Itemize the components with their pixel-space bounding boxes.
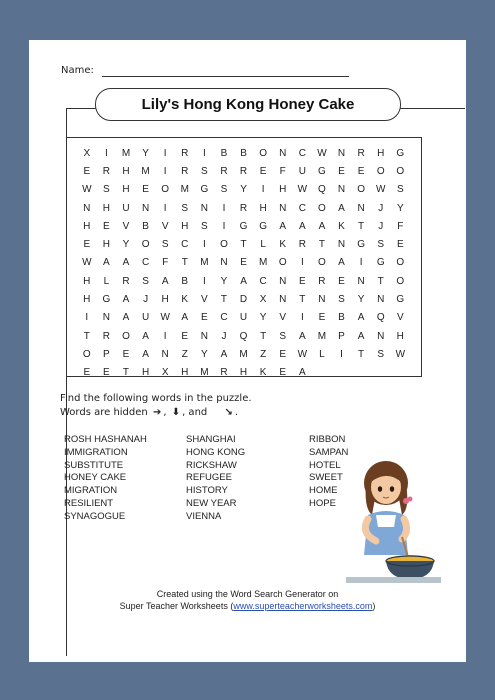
grid-letter[interactable]: Y: [396, 202, 404, 214]
grid-letter[interactable]: I: [163, 330, 167, 342]
grid-letter[interactable]: C: [141, 257, 150, 269]
grid-letter[interactable]: F: [279, 165, 286, 177]
grid-letter[interactable]: E: [142, 184, 149, 196]
grid-letter[interactable]: C: [181, 239, 189, 251]
grid-letter[interactable]: N: [337, 239, 346, 251]
word-list-item: SUBSTITUTE: [64, 459, 124, 471]
grid-letter[interactable]: L: [103, 275, 110, 287]
grid-letter[interactable]: N: [279, 202, 287, 214]
grid-letter[interactable]: T: [358, 348, 365, 360]
grid-letter[interactable]: E: [103, 220, 110, 232]
word-list-item: RESILIENT: [64, 497, 114, 509]
grid-letter[interactable]: A: [122, 294, 130, 306]
grid-letter[interactable]: G: [200, 184, 209, 196]
grid-letter[interactable]: R: [102, 330, 110, 342]
grid-letter[interactable]: C: [259, 275, 267, 287]
grid-letter[interactable]: O: [357, 184, 365, 196]
arrow-diagonal-icon: ↘: [224, 407, 233, 418]
grid-letter[interactable]: M: [200, 257, 209, 269]
word-list-item: RIBBON: [309, 434, 346, 445]
grid-letter[interactable]: L: [319, 348, 325, 360]
grid-letter[interactable]: K: [279, 239, 287, 251]
grid-letter[interactable]: E: [279, 367, 287, 379]
grid-letter[interactable]: R: [239, 202, 248, 214]
grid-letter[interactable]: A: [122, 257, 130, 269]
grid-letter[interactable]: X: [259, 294, 267, 306]
word-list-item: SAMPAN: [309, 446, 349, 458]
grid-letter[interactable]: N: [220, 257, 228, 269]
grid-letter[interactable]: K: [259, 367, 267, 379]
word-list-item: HOTEL: [309, 459, 341, 471]
grid-letter[interactable]: H: [102, 202, 110, 214]
grid-letter[interactable]: I: [202, 147, 206, 159]
grid-letter[interactable]: E: [122, 348, 130, 360]
grid-letter[interactable]: O: [318, 202, 326, 214]
grid-letter[interactable]: T: [358, 220, 365, 232]
grid-letter[interactable]: O: [141, 239, 150, 251]
grid-letter[interactable]: O: [376, 165, 385, 177]
grid-letter[interactable]: I: [202, 239, 206, 251]
word-list-item: HONEY CAKE: [64, 472, 127, 484]
grid-letter[interactable]: M: [121, 147, 131, 159]
grid-letter[interactable]: A: [357, 330, 365, 342]
grid-letter[interactable]: W: [160, 312, 170, 324]
grid-letter[interactable]: U: [239, 312, 248, 324]
grid-letter[interactable]: Q: [318, 184, 326, 196]
word-list-item: SWEET: [309, 472, 343, 484]
grid-letter[interactable]: V: [279, 312, 287, 324]
grid-letter[interactable]: T: [299, 294, 306, 306]
grid-letter[interactable]: V: [161, 220, 169, 232]
grid-letter[interactable]: B: [181, 275, 189, 287]
grid-letter[interactable]: X: [161, 367, 169, 379]
grid-letter[interactable]: M: [180, 184, 189, 196]
word-list-column-3: [309, 434, 348, 511]
grid-letter[interactable]: O: [122, 330, 130, 342]
grid-letter[interactable]: M: [258, 257, 268, 269]
grid-letter[interactable]: G: [396, 294, 405, 306]
word-list-item: HOME: [309, 485, 338, 497]
grid-letter[interactable]: N: [200, 202, 208, 214]
grid-letter[interactable]: W: [395, 348, 406, 360]
grid-letter[interactable]: S: [103, 184, 110, 196]
grid-letter[interactable]: U: [141, 312, 150, 324]
grid-letter[interactable]: B: [142, 220, 149, 232]
grid-letter[interactable]: N: [337, 147, 346, 159]
grid-letter[interactable]: B: [240, 147, 247, 159]
grid-letter[interactable]: N: [83, 202, 91, 214]
grid-letter[interactable]: V: [201, 294, 208, 306]
grid-letter[interactable]: R: [181, 147, 189, 159]
word-search-box: [66, 137, 422, 377]
grid-letter[interactable]: G: [239, 220, 248, 232]
grid-letter[interactable]: T: [318, 239, 325, 251]
grid-letter[interactable]: N: [279, 147, 287, 159]
grid-letter[interactable]: R: [318, 275, 326, 287]
grid-letter[interactable]: N: [141, 202, 150, 214]
grid-letter[interactable]: N: [357, 275, 365, 287]
grid-letter[interactable]: P: [103, 348, 110, 360]
grid-letter[interactable]: O: [161, 184, 170, 196]
grid-letter[interactable]: U: [298, 165, 306, 177]
grid-letter[interactable]: Y: [240, 184, 247, 196]
grid-letter[interactable]: E: [318, 312, 326, 324]
grid-letter[interactable]: G: [357, 239, 365, 251]
grid-letter[interactable]: H: [122, 184, 130, 196]
word-list-item: VIENNA: [186, 510, 222, 522]
grid-letter[interactable]: E: [298, 275, 306, 287]
grid-letter[interactable]: A: [122, 312, 130, 324]
grid-letter[interactable]: A: [298, 367, 306, 379]
grid-letter[interactable]: E: [181, 330, 189, 342]
grid-letter[interactable]: G: [396, 147, 405, 159]
grid-letter[interactable]: C: [298, 147, 306, 159]
word-list-column-2: [186, 434, 245, 524]
grid-letter[interactable]: Z: [260, 348, 267, 360]
grid-letter[interactable]: S: [396, 184, 404, 196]
grid-letter[interactable]: B: [220, 147, 228, 159]
grid-letter[interactable]: H: [161, 294, 169, 306]
grid-letter[interactable]: A: [279, 220, 287, 232]
grid-letter[interactable]: J: [143, 294, 149, 306]
word-list-item: HONG KONG: [186, 446, 246, 458]
grid-letter[interactable]: G: [318, 165, 326, 177]
grid-letter[interactable]: S: [181, 202, 189, 214]
grid-letter[interactable]: Y: [122, 239, 130, 251]
word-list-item: REFUGEE: [186, 472, 232, 484]
grid-letter[interactable]: V: [396, 312, 404, 324]
grid-letter[interactable]: M: [200, 367, 209, 379]
grid-letter[interactable]: S: [201, 165, 208, 177]
girl-cooking-illustration: [346, 453, 441, 583]
grid-letter[interactable]: H: [83, 275, 91, 287]
grid-letter[interactable]: N: [377, 294, 385, 306]
grid-letter[interactable]: J: [378, 202, 384, 214]
grid-letter[interactable]: I: [359, 257, 363, 269]
grid-letter[interactable]: M: [141, 165, 150, 177]
word-list-item: IMMIGRATION: [64, 446, 128, 458]
grid-letter[interactable]: G: [259, 220, 268, 232]
grid-letter[interactable]: Y: [259, 312, 267, 324]
grid-letter[interactable]: H: [141, 367, 150, 379]
grid-letter[interactable]: E: [338, 165, 345, 177]
grid-letter[interactable]: I: [163, 202, 167, 214]
grid-letter[interactable]: I: [340, 348, 343, 360]
grid-letter[interactable]: A: [338, 257, 345, 269]
grid-letter[interactable]: A: [220, 348, 228, 360]
grid-letter[interactable]: N: [377, 330, 385, 342]
grid-letter[interactable]: F: [162, 257, 169, 269]
instructions-line-1: Find the following words in the puzzle.: [60, 393, 252, 404]
grid-letter[interactable]: I: [261, 184, 265, 196]
grid-letter[interactable]: A: [181, 312, 189, 324]
grid-letter[interactable]: N: [200, 330, 208, 342]
grid-letter[interactable]: W: [297, 348, 308, 360]
instructions: [60, 392, 252, 420]
grid-letter[interactable]: N: [161, 348, 169, 360]
grid-letter[interactable]: S: [142, 275, 149, 287]
instructions-line-2: Words are hidden ➔ , ⬇ , and ↘ .: [60, 407, 239, 418]
grid-letter[interactable]: O: [278, 257, 287, 269]
grid-letter[interactable]: O: [220, 239, 228, 251]
word-list-item: RICKSHAW: [186, 459, 237, 471]
grid-letter[interactable]: F: [397, 220, 404, 232]
grid-letter[interactable]: T: [181, 257, 188, 269]
grid-letter[interactable]: E: [338, 275, 345, 287]
grid-letter[interactable]: Q: [239, 330, 248, 342]
grid-letter[interactable]: W: [317, 147, 327, 159]
grid-letter[interactable]: N: [357, 202, 365, 214]
grid-letter[interactable]: Q: [376, 312, 385, 324]
grid-letter[interactable]: S: [377, 348, 385, 360]
grid-letter[interactable]: T: [83, 330, 90, 342]
grid-letter[interactable]: Y: [220, 275, 228, 287]
word-list-item: NEW YEAR: [186, 497, 237, 509]
grid-letter[interactable]: I: [85, 312, 89, 324]
grid-letter[interactable]: R: [220, 367, 228, 379]
grid-letter[interactable]: N: [102, 312, 110, 324]
letter-grid: [77, 144, 410, 382]
grid-letter[interactable]: I: [105, 147, 108, 159]
grid-letter[interactable]: M: [239, 348, 248, 360]
grid-letter[interactable]: E: [103, 367, 110, 379]
grid-letter[interactable]: I: [300, 312, 304, 324]
grid-letter[interactable]: H: [102, 239, 110, 251]
grid-letter[interactable]: E: [396, 239, 404, 251]
grid-letter[interactable]: P: [338, 330, 345, 342]
grid-letter[interactable]: R: [298, 239, 306, 251]
word-list-item: ROSH HASHANAH: [64, 434, 147, 445]
grid-letter[interactable]: A: [338, 202, 345, 214]
grid-letter[interactable]: E: [357, 165, 365, 177]
grid-letter[interactable]: T: [260, 330, 267, 342]
grid-letter[interactable]: S: [161, 239, 169, 251]
grid-letter[interactable]: G: [102, 294, 111, 306]
grid-letter[interactable]: L: [260, 239, 266, 251]
grid-letter[interactable]: N: [279, 275, 287, 287]
grid-letter[interactable]: O: [396, 275, 405, 287]
grid-letter[interactable]: D: [239, 294, 248, 306]
grid-letter[interactable]: S: [338, 294, 345, 306]
grid-letter[interactable]: T: [122, 367, 130, 379]
grid-letter[interactable]: Y: [357, 294, 365, 306]
grid-letter[interactable]: E: [279, 348, 287, 360]
grid-letter[interactable]: H: [396, 330, 404, 342]
grid-letter[interactable]: T: [377, 275, 384, 287]
grid-letter[interactable]: H: [377, 147, 385, 159]
grid-letter[interactable]: G: [376, 257, 385, 269]
word-list-item: SYNAGOGUE: [64, 510, 126, 522]
grid-letter[interactable]: O: [82, 348, 91, 360]
footer-line-2: Super Teacher Worksheets (www.superteacherworksheets.com): [119, 601, 376, 611]
footer: [29, 588, 466, 612]
page-title: Lily's Hong Kong Honey Cake: [95, 88, 401, 121]
grid-letter[interactable]: H: [122, 165, 130, 177]
grid-letter[interactable]: E: [83, 165, 91, 177]
grid-letter[interactable]: A: [298, 220, 306, 232]
grid-letter[interactable]: O: [396, 257, 405, 269]
grid-letter[interactable]: Y: [142, 147, 149, 159]
arrow-right-icon: ➔: [152, 407, 162, 418]
word-list-column-1: [64, 434, 147, 524]
grid-letter[interactable]: A: [240, 275, 247, 287]
grid-letter[interactable]: A: [103, 257, 110, 269]
grid-letter[interactable]: S: [201, 220, 208, 232]
grid-letter[interactable]: A: [142, 330, 149, 342]
grid-letter[interactable]: I: [222, 220, 226, 232]
grid-letter[interactable]: S: [279, 330, 287, 342]
grid-letter[interactable]: H: [83, 220, 91, 232]
grid-letter[interactable]: R: [122, 275, 130, 287]
grid-letter[interactable]: R: [239, 165, 248, 177]
grid-letter[interactable]: M: [317, 330, 327, 342]
grid-letter[interactable]: H: [259, 202, 267, 214]
grid-letter[interactable]: K: [338, 220, 345, 232]
grid-letter[interactable]: A: [357, 312, 365, 324]
word-list-item: HISTORY: [186, 485, 228, 497]
grid-letter[interactable]: I: [222, 202, 226, 214]
name-line[interactable]: [102, 76, 349, 77]
grid-letter[interactable]: H: [279, 184, 287, 196]
grid-letter[interactable]: O: [259, 147, 268, 159]
grid-letter[interactable]: O: [396, 165, 405, 177]
word-list-item: SHANGHAI: [186, 434, 236, 445]
grid-letter[interactable]: H: [83, 294, 91, 306]
grid-letter[interactable]: S: [220, 184, 228, 196]
grid-letter[interactable]: N: [279, 294, 287, 306]
grid-letter[interactable]: A: [161, 275, 169, 287]
grid-letter[interactable]: C: [298, 202, 306, 214]
grid-letter[interactable]: R: [102, 165, 110, 177]
word-list-item: MIGRATION: [64, 485, 118, 497]
grid-letter[interactable]: J: [378, 220, 384, 232]
grid-letter[interactable]: I: [202, 275, 206, 287]
grid-letter[interactable]: E: [201, 312, 208, 324]
footer-line-1: Created using the Word Search Generator on: [156, 589, 339, 599]
grid-letter[interactable]: A: [142, 348, 149, 360]
grid-letter[interactable]: I: [300, 257, 304, 269]
grid-letter[interactable]: Z: [181, 348, 188, 360]
grid-letter[interactable]: K: [181, 294, 189, 306]
grid-letter[interactable]: A: [318, 220, 326, 232]
footer-link[interactable]: www.superteacherworksheets.com: [233, 601, 373, 611]
worksheet-page: [29, 40, 466, 662]
grid-letter[interactable]: W: [297, 184, 308, 196]
grid-letter[interactable]: Y: [201, 348, 208, 360]
grid-letter[interactable]: O: [318, 257, 326, 269]
grid-letter[interactable]: E: [259, 165, 267, 177]
grid-letter[interactable]: E: [83, 367, 91, 379]
grid-letter[interactable]: B: [338, 312, 345, 324]
grid-letter[interactable]: H: [239, 367, 248, 379]
arrow-down-icon: ⬇: [171, 407, 181, 418]
name-label: Name:: [61, 65, 94, 76]
grid-letter[interactable]: T: [220, 294, 227, 306]
grid-letter[interactable]: H: [181, 367, 189, 379]
grid-letter[interactable]: W: [375, 184, 386, 196]
grid-letter[interactable]: W: [82, 184, 92, 196]
grid-letter[interactable]: T: [240, 239, 247, 251]
grid-letter[interactable]: V: [122, 220, 130, 232]
grid-letter[interactable]: I: [163, 165, 167, 177]
grid-letter[interactable]: J: [221, 330, 227, 342]
grid-letter[interactable]: C: [220, 312, 228, 324]
grid-letter[interactable]: I: [163, 147, 167, 159]
grid-letter[interactable]: R: [357, 147, 365, 159]
grid-letter[interactable]: A: [298, 330, 306, 342]
grid-letter[interactable]: N: [337, 184, 346, 196]
word-list-item: HOPE: [309, 497, 336, 509]
grid-letter[interactable]: W: [82, 257, 92, 269]
grid-letter[interactable]: S: [377, 239, 385, 251]
grid-letter[interactable]: X: [83, 147, 91, 159]
grid-letter[interactable]: E: [240, 257, 247, 269]
grid-letter[interactable]: E: [83, 239, 91, 251]
grid-letter[interactable]: R: [181, 165, 189, 177]
grid-letter[interactable]: N: [318, 294, 326, 306]
grid-letter[interactable]: R: [220, 165, 228, 177]
grid-letter[interactable]: U: [122, 202, 130, 214]
grid-letter[interactable]: H: [181, 220, 189, 232]
